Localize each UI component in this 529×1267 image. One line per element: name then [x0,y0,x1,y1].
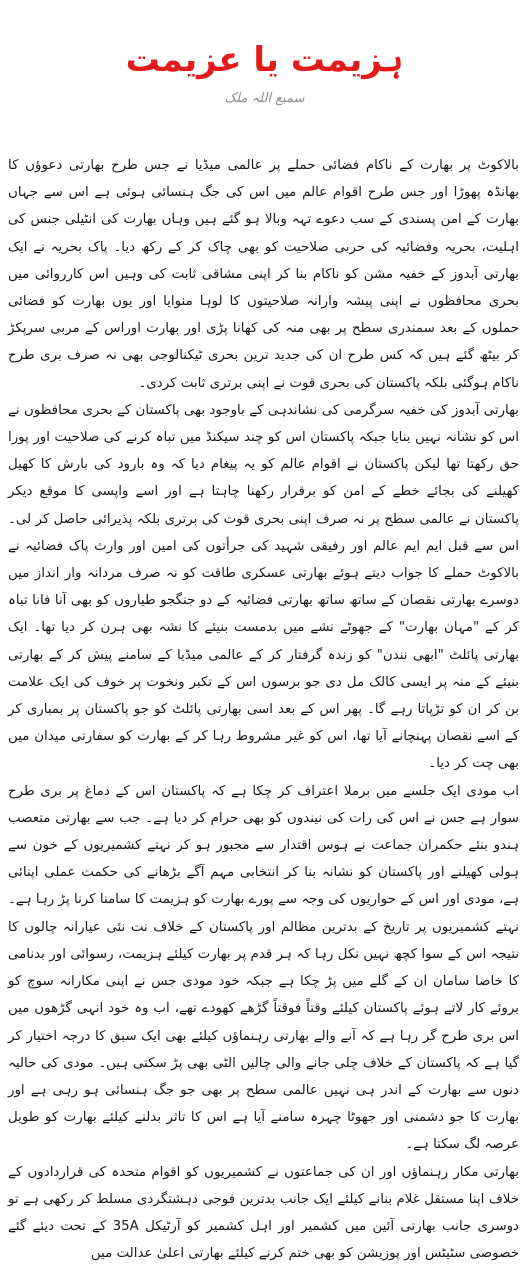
article-title: ہزیمت یا عزیمت [125,40,404,80]
author-name: سمیع اللہ ملک [224,91,305,106]
article-paragraph: بھارتی مکار رہنماؤں اور ان کی جماعتوں نے کشمیریوں کو اقوام متحدہ کی قراردادوں کے خلاف اپنا مستقل غلام بنانے کیلئے ایک جانب بدترین فوجی دہشتگردی مسلط کر رکھی ہے تو دوسری جانب بھارتی آئین میں کشمیر اور اہل کشمیر کو آرٹیکل 35A کے تحت دیئے گئے خصوصی سٹیٹس اور پوزیشن کو بھی ختم کرنے کیلئے بھارتی اعلیٰ عدالت میں [8,1164,519,1262]
article-paragraph: بھارتی آبدوز کی خفیہ سرگرمی کی نشاندہی کے باوجود بھی پاکستان کے بحری محافظوں نے اس کو نشانہ نہیں بنایا جبکہ پاکستان اس کو چند سیکنڈ میں تباہ کرنے کی صلاحیت اور پورا حق رکھتا تھا لیکن پاکستان نے اقوام عالم کو یہ پیغام دیا کہ وہ بارود کی بارش کا کھیل کھیلنے کی بجائے خطے کے امن کو برقرار رکھنا چاہتا ہے اور اسے واپسی کا موقع دیکر پاکستان نے عالمی سطح پر نہ صرف اپنی بحری قوت کی برتری بلکہ پذیرائی حاصل کر لی۔ اس سے قبل ایم ایم عالم اور رفیقی شہید کی جرأتوں کی امین اور وارث پاک فضائیہ نے بالاکوٹ حملے کا جواب دیتے ہوئے بھارتی عسکری طاقت کو نہ صرف مردانہ وار انداز میں دوسرے بھارتی نقصان کے ساتھ ساتھ بھارتی فضائیہ کے دو جنگجو طیاروں کو بھی آنا فانا تباہ کر کے "مہان بھارت" کے جھوٹے نشے میں بدمست بنیئے کا نشہ بھی ہرن کر دیا تھا۔ ایک بھارتی پائلٹ "ابھی نندن" کو زندہ گرفتار کر کے عالمی میڈیا کے سامنے پیش کر کے بھارتی بنیئے کے منہ پر ایسی کالک مل دی جو برسوں اس کے تکبر ونخوت پر خوف کی ایک علامت بن کر ان کو تڑپاتا رہے گا۔ پھر اس کے بعد اسی بھارتی پائلٹ کو جو پاکستان پر بمباری کر کے اسے نقصان پہنچانے آیا تھا، اس کو غیر مشروط رہا کر کے بھارت کو سفارتی میدان میں بھی چت کر دیا۔ [8,402,519,772]
article-body [8,152,519,1267]
article-paragraph: بالاکوٹ پر بھارت کے ناکام فضائی حملے پر عالمی میڈیا نے جس طرح بھارتی دعوؤں کا بھانڈہ پھوڑا اور جس طرح اقوام عالم میں اس کی جگ ہنسائی ہوئی ہے اس سے جہاں بھارت کے امن پسندی کے سب دعوے تہہ وبالا ہو گئے ہیں وہاں بھارت کی انٹیلی جنس کی اہلیت، بحریہ وفضائیہ کی حربی صلاحیت کو بھی چاک کر کے رکھ دیا۔ پاک بحریہ نے ایک بھارتی آبدوز کے خفیہ مشن کو ناکام بنا کر اپنی مشاقی ثابت کی وہیں اس کارروائی میں بحری محافظوں نے اپنی پیشہ وارانہ صلاحیتوں کا لوہا منوایا اور یوں بھارت کو فضائی حملوں کے بعد سمندری سطح پر بھی منہ کی کھانا پڑی اور بھارت اوراس کے مربی سرپکڑ کر بیٹھ گئے ہیں کہ کس طرح ان کی جدید ترین بحری ٹیکنالوجی بھی نہ صرف بری طرح ناکام ہوگئی بلکہ پاکستان کی بحری قوت نے اپنی برتری ثابت کردی۔ [8,158,519,391]
article-paragraph: اب مودی ایک جلسے میں برملا اعتراف کر چکا ہے کہ پاکستان اس کے دماغ پر بری طرح سوار ہے جس نے اس کی رات کی نیندوں کو بھی حرام کر دیا ہے۔ جب سے بھارتی متعصب ہندو بنئے حکمران جماعت نے ہوس اقتدار سے مجبور ہو کر نہتے کشمیریوں کے خون سے ہولی کھیلنے اور پاکستان کو نشانہ بنا کر انتخابی مہم آگے بڑھانے کی حکمت عملی اپنائی ہے، مودی اور اس کے حواریوں کی وجہ سے پورے بھارت کو ہزیمت کا سامنا کرنا پڑ رہا ہے۔ نہتے کشمیریوں پر تاریخ کے بدترین مظالم اور پاکستان کے خلاف نت نئی عیارانہ چالوں کا نتیجہ اس کے سوا کچھ نہیں نکل رہا کہ ہر قدم پر بھارت کیلئے ہزیمت، رسوائی اور بدنامی کا خاصا سامان ان کے گلے میں پڑ چکا ہے جبکہ خود مودی جس نے اپنی مکارانہ سوچ کو بروئے کار لاتے ہوئے پاکستان کیلئے وقتاً فوقتاً گڑھے کھودے تھے، اب وہ خود انہی گڑھوں میں اس بری طرح گر رہا ہے کہ آنے والے بھارتی رہنماؤں کیلئے بھی ایک سبق کا درجہ اختیار کر گیا ہے کہ پاکستان کے خلاف چلی جانے والی چالیں الٹی بھی پڑ سکتی ہیں۔ مودی کی حالیہ دنوں سے بھارت کے اندر ہی نہیں عالمی سطح پر بھی جو جگ ہنسائی ہو رہی ہے اور بھارت کا جو دشمنی اور جھوٹا چہرہ سامنے آیا ہے اس کا تاثر بدلنے کیلئے بھارت کو طویل عرصہ لگ سکتا ہے۔ [8,783,519,1153]
